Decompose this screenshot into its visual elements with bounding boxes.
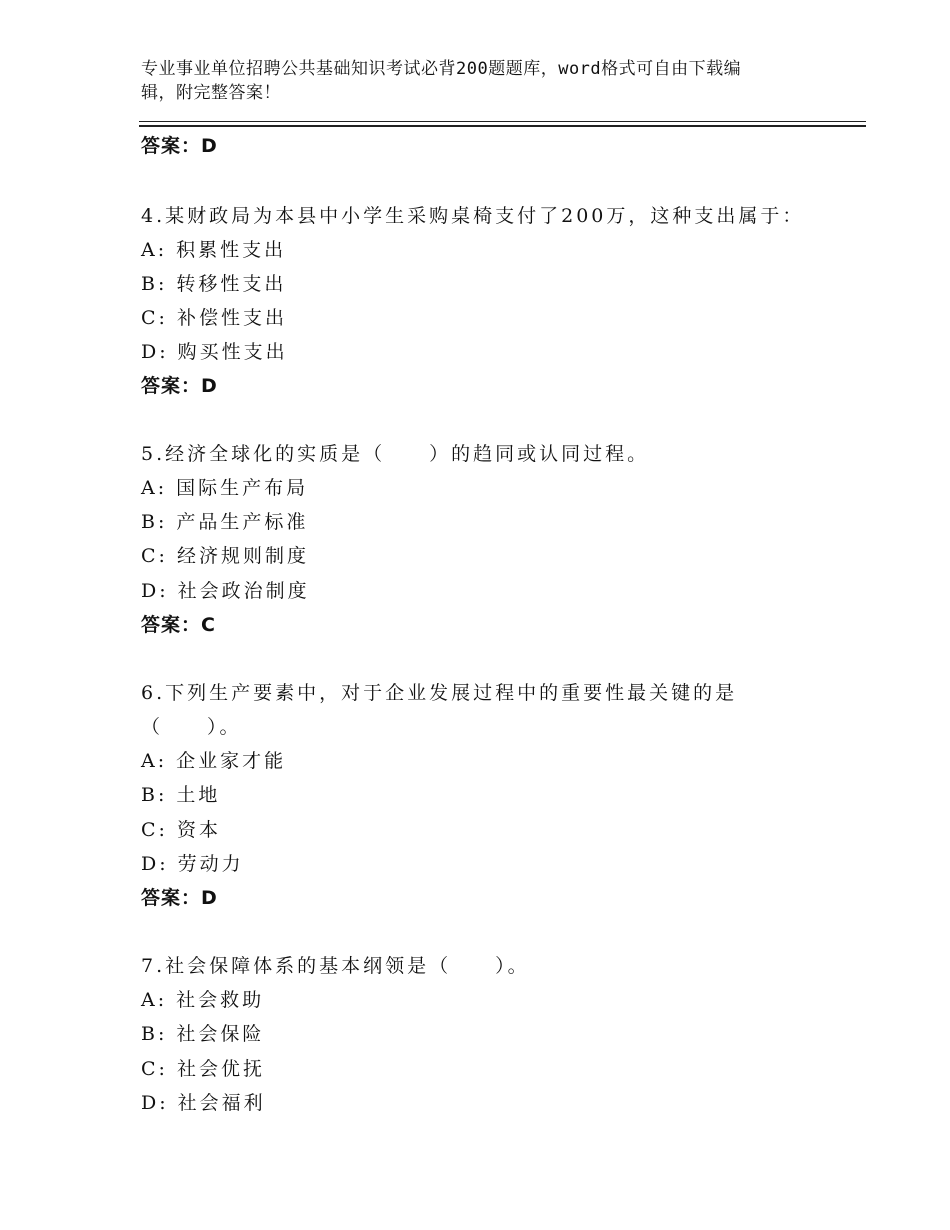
question-6-option-b: B: 土地 [141, 784, 221, 806]
question-6-stem-continued: （ ）。 [141, 716, 242, 738]
question-6-option-a: A: 企业家才能 [141, 750, 287, 772]
question-4-option-b: B: 转移性支出 [141, 273, 287, 295]
question-7-stem: 7.社会保障体系的基本纲领是（ ）。 [141, 955, 530, 977]
question-7-option-c: C: 社会优抚 [141, 1058, 265, 1080]
question-6-answer: 答案：D [141, 887, 218, 909]
question-6-option-d: D: 劳动力 [141, 853, 244, 875]
question-5-option-d: D: 社会政治制度 [141, 580, 310, 602]
header-line-2: 辑，附完整答案！ [141, 83, 281, 103]
header-line-1: 专业事业单位招聘公共基础知识考试必背200题题库，word格式可自由下载编 [141, 59, 742, 79]
question-5-answer: 答案：C [141, 614, 216, 636]
question-7-option-b: B: 社会保险 [141, 1023, 265, 1045]
question-4-option-c: C: 补偿性支出 [141, 307, 287, 329]
question-7-option-a: A: 社会救助 [141, 989, 265, 1011]
question-5-stem: 5.经济全球化的实质是（ ）的趋同或认同过程。 [141, 443, 650, 465]
question-6-stem: 6.下列生产要素中，对于企业发展过程中的重要性最关键的是 [141, 682, 738, 704]
question-5-option-a: A: 国际生产布局 [141, 477, 309, 499]
question-4-answer: 答案：D [141, 375, 218, 397]
document-header [141, 57, 801, 105]
question-7-option-d: D: 社会福利 [141, 1092, 266, 1114]
question-4-option-d: D: 购买性支出 [141, 341, 288, 363]
question-5-option-b: B: 产品生产标准 [141, 511, 309, 533]
header-divider-thin [139, 121, 866, 122]
question-4-option-a: A: 积累性支出 [141, 239, 287, 261]
question-4-stem: 4.某财政局为本县中小学生采购桌椅支付了200万，这种支出属于： [141, 205, 805, 227]
question-5-option-c: C: 经济规则制度 [141, 545, 309, 567]
answer-prev: 答案：D [141, 135, 218, 157]
question-6-option-c: C: 资本 [141, 819, 221, 841]
header-divider-thick [139, 125, 866, 127]
